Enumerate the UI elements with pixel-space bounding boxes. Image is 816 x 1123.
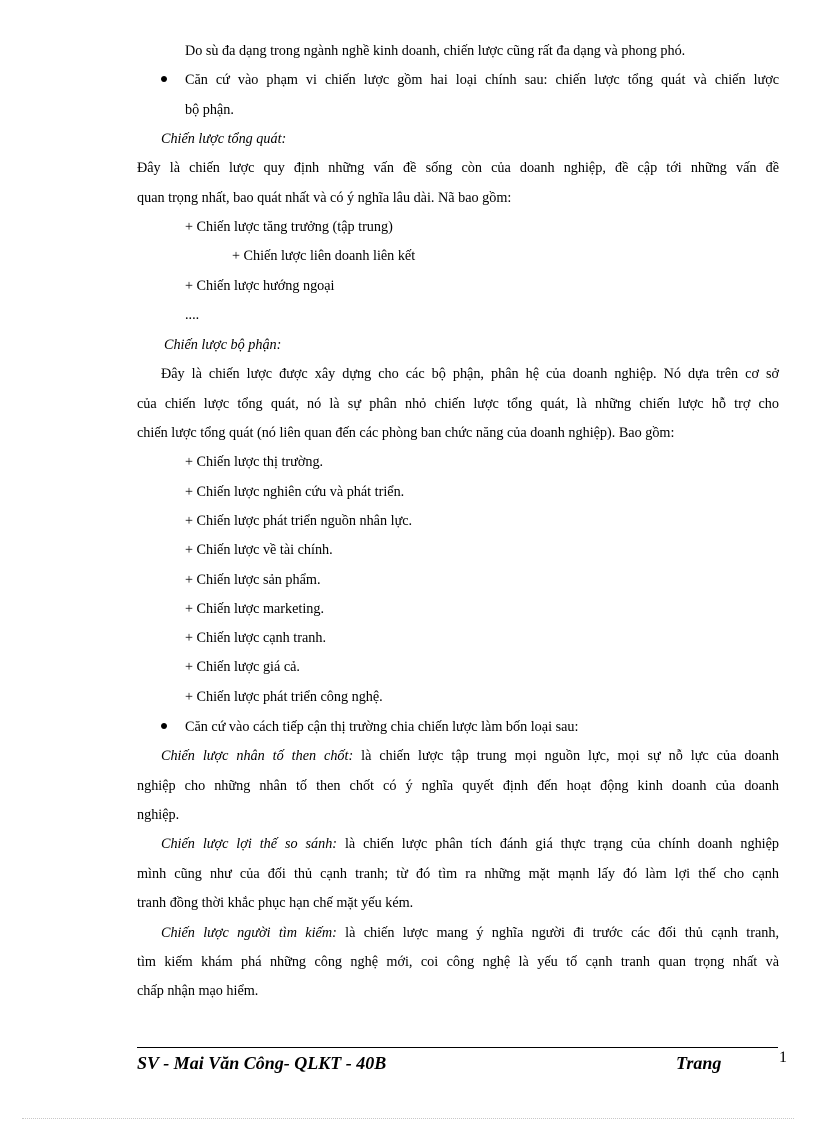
term-definition: là chiến lược mang ý nghĩa người đi trước các đối thủ cạnh tranh, — [336, 925, 780, 941]
term-label: Chiến lược nhân tố then chốt: — [161, 748, 354, 764]
list-item: + Chiến lược thị trường. — [185, 454, 324, 470]
list-item: + Chiến lược sản phẩm. — [185, 572, 321, 588]
paragraph-line: tranh đồng thời khắc phục hạn chế mặt yếu kém. — [137, 895, 414, 911]
list-item: + Chiến lược hướng ngoại — [185, 278, 335, 294]
text-line: bộ phận. — [185, 102, 234, 118]
paragraph-line: chiến lược tổng quát (nó liên quan đến các phòng ban chức năng của doanh nghiệp). Bao gồm: — [137, 425, 675, 441]
paragraph-line: nghiệp. — [137, 807, 180, 823]
paragraph-line: nghiệp cho những nhân tố then chốt có ý nghĩa quyết định đến hoạt động kinh doanh của doanh — [137, 778, 779, 794]
list-item: .... — [185, 307, 200, 323]
section-heading: Chiến lược bộ phận: — [164, 337, 282, 353]
list-item: + Chiến lược tăng trưởng (tập trung) — [185, 219, 393, 235]
list-item: + Chiến lược về tài chính. — [185, 542, 333, 558]
paragraph-line — [161, 924, 779, 942]
footer-author: SV - Mai Văn Công- QLKT - 40B — [137, 1053, 387, 1073]
paragraph-line: chấp nhận mạo hiểm. — [137, 983, 259, 999]
list-item: + Chiến lược phát triển nguồn nhân lực. — [185, 513, 413, 529]
list-item: + Chiến lược nghiên cứu và phát triển. — [185, 484, 405, 500]
section-heading: Chiến lược tổng quát: — [161, 131, 287, 147]
list-item: + Chiến lược phát triển công nghệ. — [185, 689, 383, 705]
list-item: + Chiến lược marketing. — [185, 601, 325, 617]
bullet-icon — [161, 76, 167, 82]
bullet-text: Căn cứ vào cách tiếp cận thị trường chia chiến lược làm bốn loại sau: — [185, 719, 579, 735]
paragraph-line — [161, 747, 779, 765]
text-line: Do sù đa dạng trong ngành nghề kinh doanh, chiến lược cũng rất đa dạng và phong phó. — [185, 43, 686, 59]
term-label: Chiến lược người tìm kiếm: — [161, 925, 337, 941]
paragraph-line — [161, 835, 779, 853]
page-number: 1 — [779, 1049, 787, 1066]
paragraph-line: Đây là chiến lược được xây dựng cho các bộ phận, phân hệ của doanh nghiệp. Nó dựa trên cơ sở — [161, 366, 779, 382]
paragraph-line: của chiến lược tổng quát, nó là sự phân nhỏ chiến lược tổng quát, là những chiến lược hỗ trợ cho — [137, 396, 779, 412]
paragraph-line: quan trọng nhất, bao quát nhất và có ý nghĩa lâu dài. Nã bao gồm: — [137, 190, 512, 206]
page-bottom-divider — [22, 1118, 794, 1119]
list-item: + Chiến lược cạnh tranh. — [185, 630, 326, 646]
list-item: + Chiến lược liên doanh liên kết — [232, 248, 416, 264]
bullet-text: Căn cứ vào phạm vi chiến lược gồm hai loại chính sau: chiến lược tổng quát và chiến lược — [185, 72, 779, 88]
paragraph-line: tìm kiếm khám phá những công nghệ mới, coi công nghệ là yếu tố cạnh tranh quan trọng nhất và — [137, 954, 779, 970]
footer-page-label: Trang — [676, 1053, 722, 1073]
term-definition: là chiến lược tập trung mọi nguồn lực, mọi sự nỗ lực của doanh — [353, 748, 779, 764]
paragraph-line: mình cũng như của đối thủ cạnh tranh; từ đó tìm ra những mặt mạnh lấy đó làm lợi thế cho cạnh — [137, 866, 779, 882]
footer-divider — [137, 1047, 778, 1048]
paragraph-line: Đây là chiến lược quy định những vấn đề sống còn của doanh nghiệp, đề cập tới những vấn đề — [137, 160, 779, 176]
term-definition: là chiến lược phân tích đánh giá thực trạng của chính doanh nghiệp — [337, 836, 780, 852]
bullet-icon — [161, 723, 167, 729]
term-label: Chiến lược lợi thế so sánh: — [161, 836, 338, 852]
list-item: + Chiến lược giá cả. — [185, 659, 300, 675]
